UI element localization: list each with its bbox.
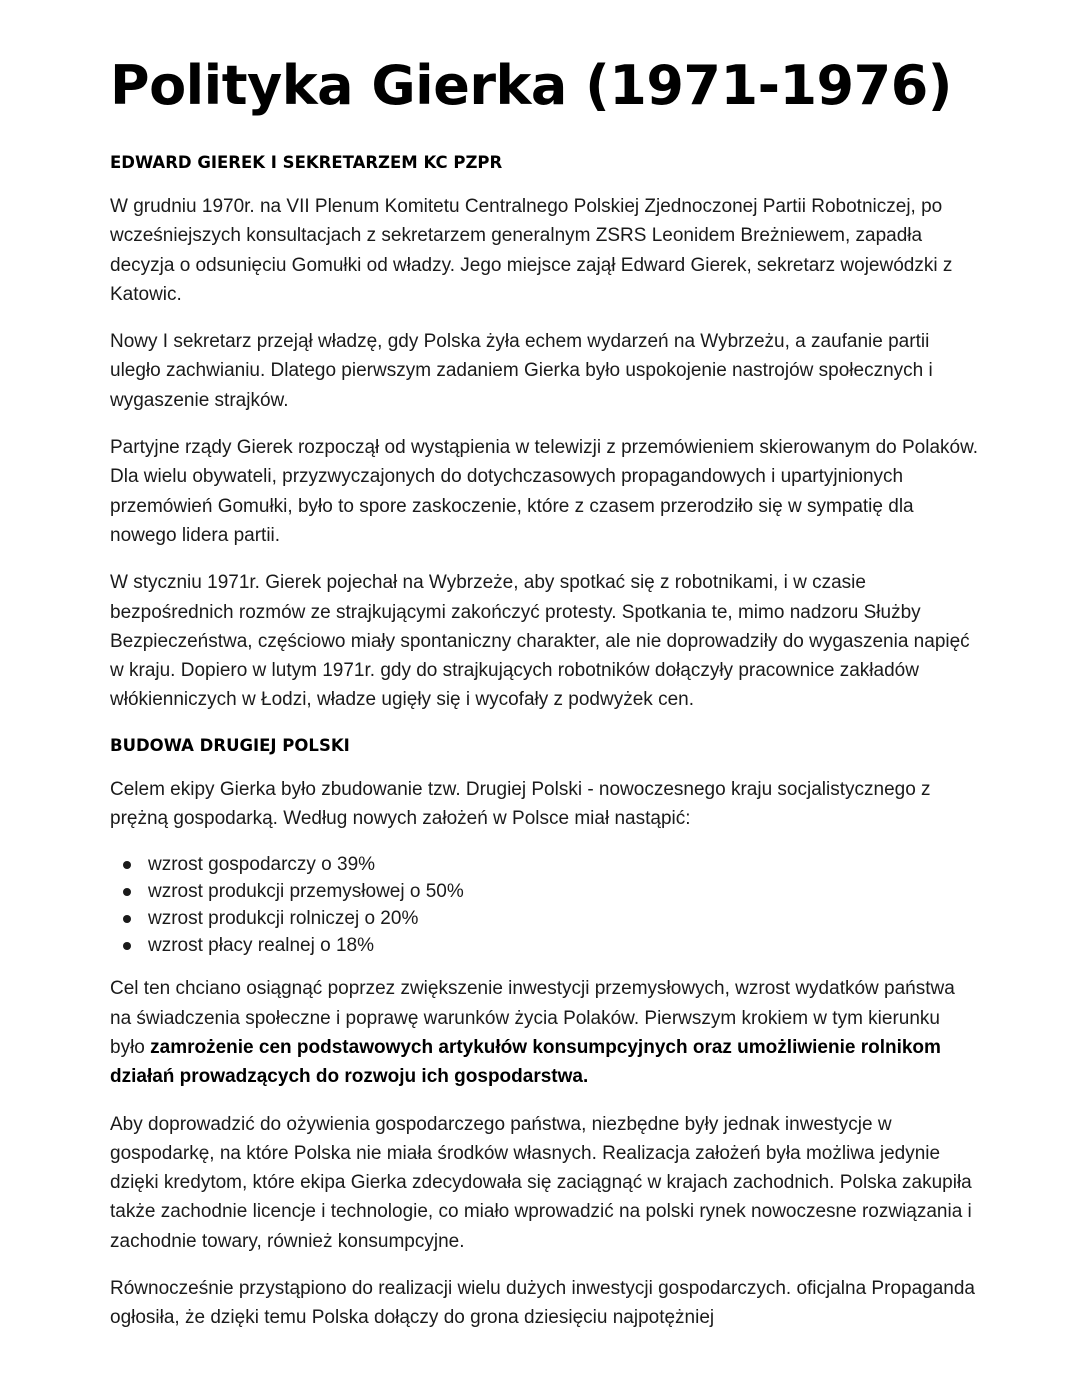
list-item: wzrost produkcji przemysłowej o 50%	[148, 878, 980, 905]
list-item: wzrost płacy realnej o 18%	[148, 932, 980, 959]
paragraph: Partyjne rządy Gierek rozpoczął od wystąpienia w telewizji z przemówieniem skierowanym do Polaków. Dla wielu obywateli, przyzwyczajonych do dotychczasowych propagandowych i upartyjnionych przemówień Gomułki, było to spore zaskoczenie, które z czasem przerodziło się w sympatię dla nowego lidera partii.	[110, 437, 979, 546]
list-item: wzrost gospodarczy o 39%	[148, 851, 980, 878]
emphasized-text: zamrożenie cen podstawowych artykułów konsumpcyjnych oraz umożliwienie rolnikom działań prowadzących do rozwoju ich gospodarstwa.	[110, 1036, 941, 1088]
list-item: wzrost produkcji rolniczej o 20%	[148, 905, 980, 932]
paragraph: Aby doprowadzić do ożywienia gospodarczego państwa, niezbędne były jednak inwestycje w gospodarkę, na które Polska nie miała środków własnych. Realizacja założeń była możliwa jedynie dzięki kredytom, które ekipa Gierka zdecydowała się zaciągnąć w krajach zachodnich. Polska zakupiła także zachodnie licencje i technologie, co miało wprowadzić na polski rynek nowoczesne rozwiązania i zachodnie towary, również konsumpcyjne.	[110, 1113, 972, 1252]
paragraph: W grudniu 1970r. na VII Plenum Komitetu Centralnego Polskiej Zjednoczonej Partii Robotniczej, po wcześniejszych konsultacjach z sekretarzem generalnym ZSRS Leonidem Breżniewem, zapadła decyzja o odsunięciu Gomułki od władzy. Jego miejsce zajął Edward Gierek, sekretarz wojewódzki z Katowic.	[110, 196, 953, 305]
paragraph	[110, 974, 980, 1091]
section-heading-gierek-secretary: EDWARD GIEREK I SEKRETARZEM KC PZPR	[110, 153, 503, 172]
paragraph: W styczniu 1971r. Gierek pojechał na Wybrzeże, aby spotkać się z robotnikami, i w czasie bezpośrednich rozmów ze strajkującymi zakończyć protesty. Spotkania te, mimo nadzoru Służby Bezpieczeństwa, częściowo miały spontaniczny charakter, ale nie doprowadziły do wygaszenia napięć w kraju. Dopiero w lutym 1971r. gdy do strajkujących robotników dołączyły pracownice zakładów włókienniczych w Łodzi, władze ugięły się i wycofały z podwyżek cen.	[110, 572, 970, 711]
page-title: Polityka Gierka (1971-1976)	[110, 54, 952, 117]
section-heading-second-poland: BUDOWA DRUGIEJ POLSKI	[110, 735, 350, 755]
paragraph-text: Cel ten chciano osiągnąć poprzez zwiększenie inwestycji przemysłowych, wzrost wydatków państwa na świadczenia społeczne i poprawę warunków życia Polaków. Pierwszym krokiem w tym kierunku było	[110, 978, 955, 1058]
goals-list	[110, 851, 980, 959]
paragraph: Równocześnie przystąpiono do realizacji wielu dużych inwestycji gospodarczych. oficjalna Propaganda ogłosiła, że dzięki temu Polska dołączy do grona dziesięciu najpotężniej	[110, 1278, 975, 1329]
paragraph: Nowy I sekretarz przejął władzę, gdy Polska żyła echem wydarzeń na Wybrzeżu, a zaufanie partii uległo zachwianiu. Dlatego pierwszym zadaniem Gierka było uspokojenie nastrojów społecznych i wygaszenie strajków.	[110, 331, 933, 411]
paragraph: Celem ekipy Gierka było zbudowanie tzw. Drugiej Polski - nowoczesnego kraju socjalistycznego z prężną gospodarką. Według nowych założeń w Polsce miał nastąpić:	[110, 778, 931, 830]
